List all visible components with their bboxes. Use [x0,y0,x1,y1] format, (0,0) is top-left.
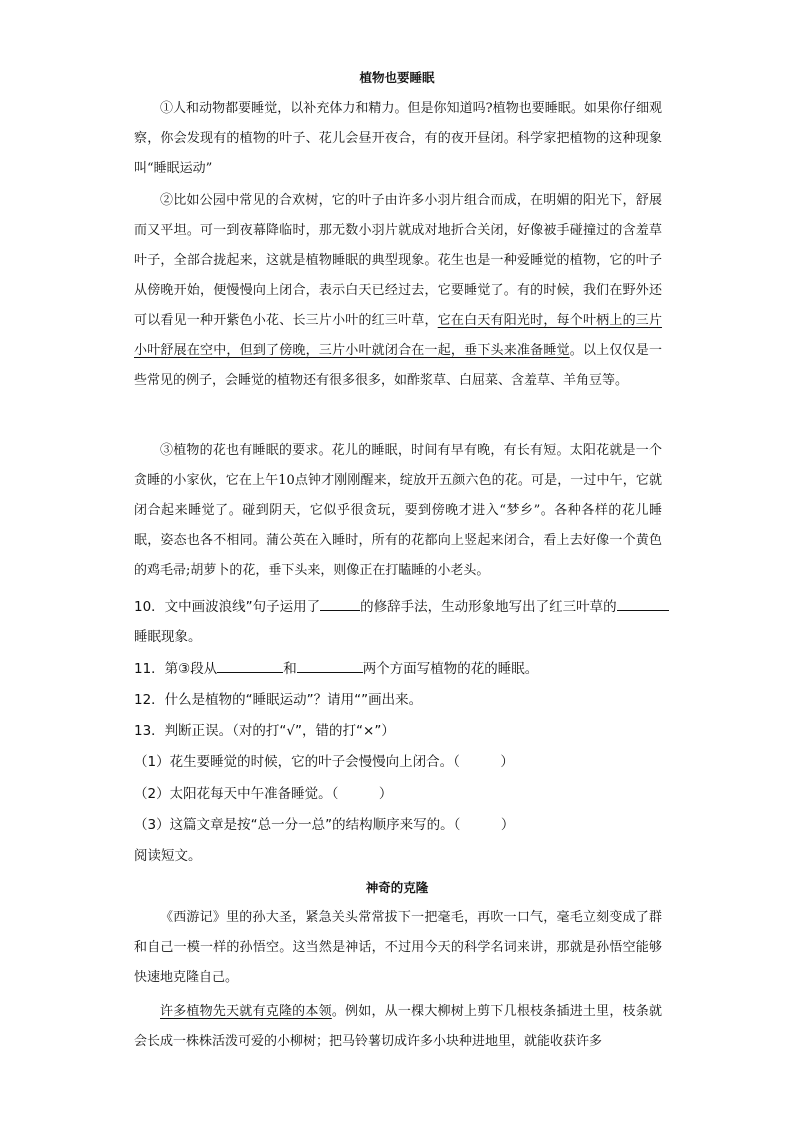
passage2-title: 神奇的克隆 [365,880,429,895]
question-11-text-b: 和 [283,661,297,677]
question-10 [134,592,669,622]
question-13-item-2: （2）太阳花每天中午准备睡觉。（ ） [134,786,393,802]
question-10-continued: 睡眠现象。 [134,629,202,645]
question-11-text-a: 11．第③段从 [134,661,218,677]
question-10-text-b: 的修辞手法，生动形象地写出了红三叶草的 [360,599,617,615]
question-11 [134,654,538,684]
passage1-paragraph-1: ①人和动物都要睡觉，以补充体力和精力。但是你知道吗?植物也要睡眠。如果你仔细观察，你会发现有的植物的叶子、花儿会昼开夜合，有的夜开昼闭。科学家把植物的这种现象叫“睡眠运动” [134,101,662,176]
passage2-paragraph-1: 《西游记》里的孙大圣，紧急关头常常拔下一把毫毛，再吹一口气，毫毛立刻变成了群和自己一模一样的孙悟空。这当然是神话，不过用今天的科学名词来讲，那就是孙悟空能够快速地克隆自己。 [134,910,662,985]
wavy-underlined-sentence: 它在白天有阳光时，每个叶柄上的三片小叶舒展在空中，但到了傍晚，三片小叶就闭合在一起，垂下头来准备睡觉 [134,313,662,358]
answer-blank[interactable] [320,596,360,611]
paragraph-2-text-before: ②比如公园中常见的合欢树，它的叶子由许多小羽片组合而成，在明媚的阳光下，舒展而又平坦。可一到夜幕降临时，那无数小羽片就成对地折合关闭，好像被手碰撞过的含羞草叶子，全部合拢起来，这就是植物睡眠的典型现象。花生也是一种爱睡觉的植物，它的叶子从傍晚开始，便慢慢向上闭合，表示白天已经过去，它要睡觉了。有的时候，我们在野外还可以看见一种开紫色小花、长三片小叶的红三叶草， [134,193,662,328]
question-12: 12．什么是植物的“睡眠运动”？请用“”画出来。 [134,692,423,708]
question-13-item-3: （3）这篇文章是按“总一分一总”的结构顺序来写的。（ ） [134,817,515,833]
answer-blank[interactable] [217,658,283,673]
answer-blank[interactable] [617,596,669,611]
paragraph-2-text-after: 。以上仅仅是一些常见的例子，会睡觉的植物还有很多很多，如酢浆草、白屈菜、含羞草、羊角豆等。 [134,343,662,388]
passage1-paragraph-3: ③植物的花也有睡眠的要求。花儿的睡眠，时间有早有晚，有长有短。太阳花就是一个贪睡的小家伙，它在上午10点钟才刚刚醒来，绽放开五颜六色的花。可是，一过中午，它就闭合起来睡觉了。碰到阴天，它似乎很贪玩，要到傍晚才进入“梦乡”。各种各样的花儿睡眠，姿态也各不相同。蒲公英在入睡时，所有的花都向上竖起来闭合，看上去好像一个黄色的鸡毛帚;胡萝卜的花，垂下头来，则像正在打瞌睡的小老头。 [134,443,662,578]
reading-instruction: 阅读短文。 [134,848,202,864]
passage2-paragraph-2 [134,997,662,1057]
question-13-item-1: （1）花生要睡觉的时候，它的叶子会慢慢向上闭合。（ ） [134,754,514,770]
question-10-text-a: 10．文中画波浪线”句子运用了 [134,599,321,615]
passage1-paragraph-2 [134,186,662,396]
passage1-title: 植物也要睡眠 [359,70,435,85]
paragraph-2-rest: 。例如，从一棵大柳树上剪下几根枝条插进土里，枝条就会长成一株株活泼可爱的小柳树；把马铃薯切成许多小块种进地里，就能收获许多 [134,1004,662,1049]
answer-blank[interactable] [297,658,363,673]
question-11-text-c: 两个方面写植物的花的睡眠。 [362,661,539,677]
underlined-sentence: 许多植物先天就有克隆的本领 [160,1004,332,1019]
question-13: 13．判断正误。（对的打“√”，错的打“×”） [134,723,395,739]
